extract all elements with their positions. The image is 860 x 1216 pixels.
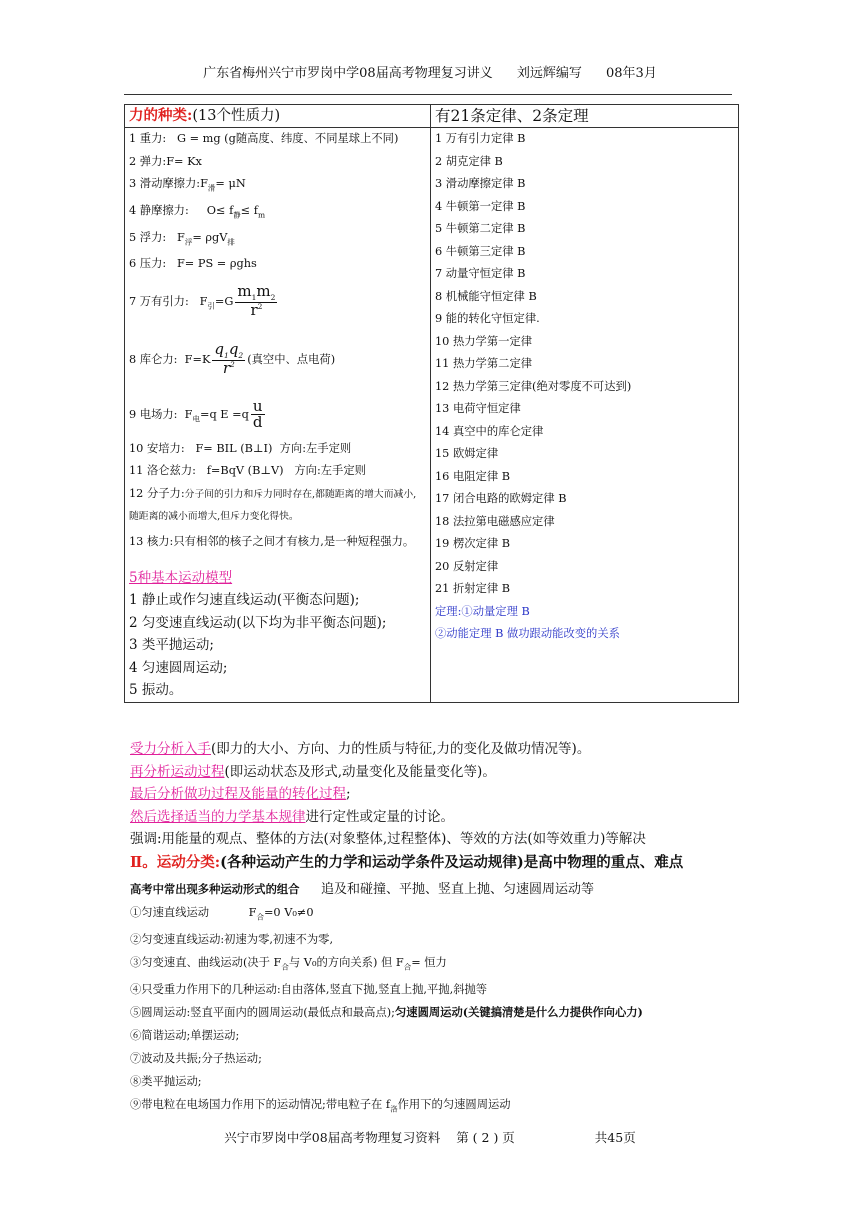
law-item: 1 万有引力定律 B xyxy=(435,132,526,145)
force-item-lorentz: 11 洛仑兹力: f=BqV (B⊥V) 方向:左手定则 xyxy=(129,464,366,478)
model-item: 5 振动。 xyxy=(129,682,183,699)
motion-item: ⑤圆周运动:竖直平面内的圆周运动(最低点和最高点);匀速圆周运动(关键搞清楚是什么力提供作向心力) xyxy=(130,1005,643,1020)
model-item: 2 匀变速直线运动(以下均为非平衡态问题); xyxy=(129,614,387,631)
force-item-ampere: 10 安培力: F= BIL (B⊥I) 方向:左手定则 xyxy=(129,441,352,455)
laws-cell xyxy=(431,128,739,703)
footer-school: 兴宁市罗岗中学08届高考物理复习资料 xyxy=(224,1130,441,1145)
force-item: 4 静摩擦力: $O\le f_静\le f_m$ xyxy=(129,203,266,219)
force-item: 3 滑动摩擦力$:F_滑= \mu N$ xyxy=(129,177,246,193)
law-item: 13 电荷守恒定律 xyxy=(435,402,521,415)
motion-list xyxy=(130,878,740,1121)
law-item: 4 牛顿第一定律 B xyxy=(435,199,526,213)
law-item: 18 法拉第电磁感应定律 xyxy=(435,514,555,528)
law-item: 6 牛顿第三定律 B xyxy=(435,244,526,258)
page-header xyxy=(0,62,860,81)
law-item: 7 动量守恒定律 B xyxy=(435,267,526,280)
forces-title-note: (13个性质力) xyxy=(192,108,281,124)
motion-item: ⑧类平抛运动; xyxy=(130,1074,202,1088)
emphasis-text: 强调:用能量的观点、整体的方法(对象整体,过程整体)、等效的方法(如等效重力)等解决 xyxy=(130,831,646,847)
analysis-step: 受力分析入手(即力的大小、方向、力的性质与特征,力的变化及做功情况等)。 xyxy=(130,741,591,757)
section-2-heading: Ⅱ。运动分类:(各种运动产生的力学和运动学条件及运动规律)是高中物理的重点、难点 xyxy=(130,853,684,871)
analysis-step: 再分析运动过程(即运动状态及形式,动量变化及能量变化等)。 xyxy=(130,763,496,780)
law-item: 15 欧姆定律 xyxy=(435,447,499,460)
force-item: 1 重力: G = mg (g随高度、纬度、不同星球上不同) xyxy=(129,132,399,145)
law-item: 3 滑动摩擦定律 B xyxy=(435,177,526,190)
law-item: 19 楞次定律 B xyxy=(435,537,511,550)
law-item: 16 电阻定律 B xyxy=(435,469,511,483)
theorem-kinetic-energy: ②动能定理 B 做功跟动能改变的关系 xyxy=(435,627,620,640)
motion-item: ①匀速直线运动 $F_合=0$ V₀≠0 xyxy=(130,905,314,922)
table-header-forces xyxy=(125,105,431,128)
header-author: 刘远辉编写 xyxy=(516,66,582,81)
force-item-molecular: 12 分子力:分子间的引力和斥力同时存在,都随距离的增大而减小,随距离的减小而增大,但斥力变化得快。 xyxy=(129,486,417,522)
law-item: 17 闭合电路的欧姆定律 B xyxy=(435,492,567,505)
models-title: 5种基本运动模型 xyxy=(129,569,233,586)
footer-total: 共45页 xyxy=(594,1130,636,1145)
motion-item: ⑥简谐运动;单摆运动; xyxy=(130,1029,240,1043)
law-item: 9 能的转化守恒定律. xyxy=(435,312,540,325)
law-item: 5 牛顿第二定律 B xyxy=(435,222,526,235)
force-item: 5 浮力: $F_浮= \rho gV_排$ xyxy=(129,230,235,246)
footer-page: 第 ( 2 ) 页 xyxy=(456,1130,515,1145)
force-item-gravitation: 7 万有引力: $F_引=G$ $\frac{m_1m_2}{r^2}$ xyxy=(129,282,276,320)
theorem-momentum: 定理:①动量定理 B xyxy=(435,604,530,618)
model-item: 3 类平抛运动; xyxy=(129,637,214,654)
motion-item: ⑨带电粒在电场国力作用下的运动情况;带电粒子在 $f_洛$作用下的匀速圆周运动 xyxy=(130,1097,511,1113)
header-rule xyxy=(124,94,732,95)
page-footer xyxy=(0,1128,860,1146)
motion-item: ②匀变速直线运动:初速为零,初速不为零, xyxy=(130,932,334,946)
law-item: 12 热力学第三定律(绝对零度不可达到) xyxy=(435,379,632,393)
table-header-laws: 有21条定律、2条定理 xyxy=(431,105,739,128)
law-item: 8 机械能守恒定律 B xyxy=(435,289,537,303)
forces-laws-table xyxy=(124,104,739,703)
force-item: 2 弹力:F= Kx xyxy=(129,154,202,168)
law-item: 2 胡克定律 B xyxy=(435,154,503,168)
law-item: 11 热力学第二定律 xyxy=(435,357,533,370)
law-item: 21 折射定律 B xyxy=(435,582,511,595)
force-item-nuclear: 13 核力:只有相邻的核子之间才有核力,是一种短程强力。 xyxy=(129,534,415,548)
analysis-step: 最后分析做功过程及能量的转化过程; xyxy=(130,786,351,802)
force-item-electric: 9 电场力: $F_电=q$ E =q $\frac{u}{d}$ xyxy=(129,396,263,432)
model-item: 4 匀速圆周运动; xyxy=(129,659,228,676)
forces-cell xyxy=(125,128,431,703)
law-item: 10 热力学第一定律 xyxy=(435,334,533,348)
forces-title: 力的种类: xyxy=(129,107,193,124)
law-item: 20 反射定律 xyxy=(435,559,499,573)
motion-item: ⑦波动及共振;分子热运动; xyxy=(130,1052,262,1066)
common-combos: 高考中常出现多种运动形式的组合 追及和碰撞、平抛、竖直上抛、匀速圆周运动等 xyxy=(130,882,595,897)
header-title: 广东省梅州兴宁市罗岗中学08届高考物理复习讲义 xyxy=(203,66,493,81)
model-item: 1 静止或作匀速直线运动(平衡态问题); xyxy=(129,592,360,609)
force-item: 6 压力: F= PS = ρghs xyxy=(129,257,257,271)
law-item: 14 真空中的库仑定律 xyxy=(435,424,544,438)
motion-item: ④只受重力作用下的几种运动:自由落体,竖直下抛,竖直上抛,平抛,斜抛等 xyxy=(130,982,488,996)
force-item-coulomb: 8 库仑力: F=K $\frac{q_1q_2}{r^2}$ (真空中、点电荷) xyxy=(129,340,336,378)
analysis-step: 然后选择适当的力学基本规律进行定性或定量的讨论。 xyxy=(130,808,454,825)
motion-item: ③匀变速直、曲线运动(决于 $F_合$与 V₀的方向关系) 但 $F_合=$ 恒力 xyxy=(130,955,447,971)
header-date: 08年3月 xyxy=(606,66,657,81)
analysis-steps xyxy=(130,738,740,875)
